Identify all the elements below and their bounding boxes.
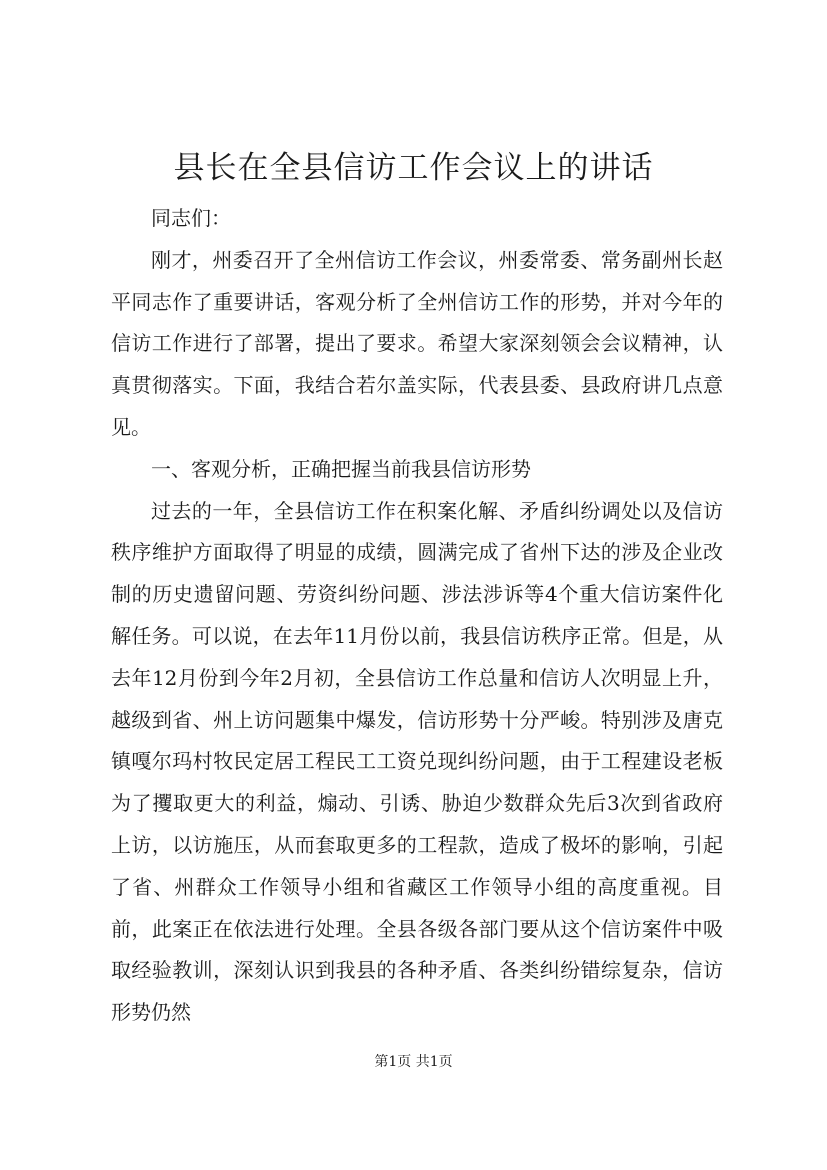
- document-body: [111, 198, 723, 1034]
- section-heading: 一、客观分析，正确把握当前我县信访形势: [151, 456, 531, 481]
- intro-paragraph: 刚才，州委召开了全州信访工作会议，州委常委、常务副州长赵平同志作了重要讲话，客观分析了全州信访工作的形势，并对今年的信访工作进行了部署，提出了要求。希望大家深刻领会会议精神，认真贯彻落实。下面，我结合若尔盖实际，代表县委、县政府讲几点意见。: [111, 247, 723, 439]
- salutation-paragraph: 同志们：: [151, 206, 231, 230]
- document-title: 县长在全县信访工作会议上的讲话: [173, 150, 654, 186]
- body-paragraph: 过去的一年，全县信访工作在积案化解、矛盾纠纷调处以及信访秩序维护方面取得了明显的成绩，圆满完成了省州下达的涉及企业改制的历史遗留问题、劳资纠纷问题、涉法涉诉等4个重大信访案件化解任务。可以说，在去年11月份以前，我县信访秩序正常。但是，从去年12月份到今年2月初，全县信访工作总量和信访人次明显上升，越级到省、州上访问题集中爆发，信访形势十分严峻。特别涉及唐克镇嘎尔玛村牧民定居工程民工工资兑现纠纷问题，由于工程建设老板为了攫取更大的利益，煽动、引诱、胁迫少数群众先后3次到省政府上访，以访施压，从而套取更多的工程款，造成了极坏的影响，引起了省、州群众工作领导小组和省藏区工作领导小组的高度重视。目前，此案正在依法进行处理。全县各级各部门要从这个信访案件中吸取经验教训，深刻认识到我县的各种矛盾、各类纠纷错综复杂，信访形势仍然: [111, 498, 723, 1025]
- page-number-footer: 第1页 共1页: [374, 1054, 453, 1070]
